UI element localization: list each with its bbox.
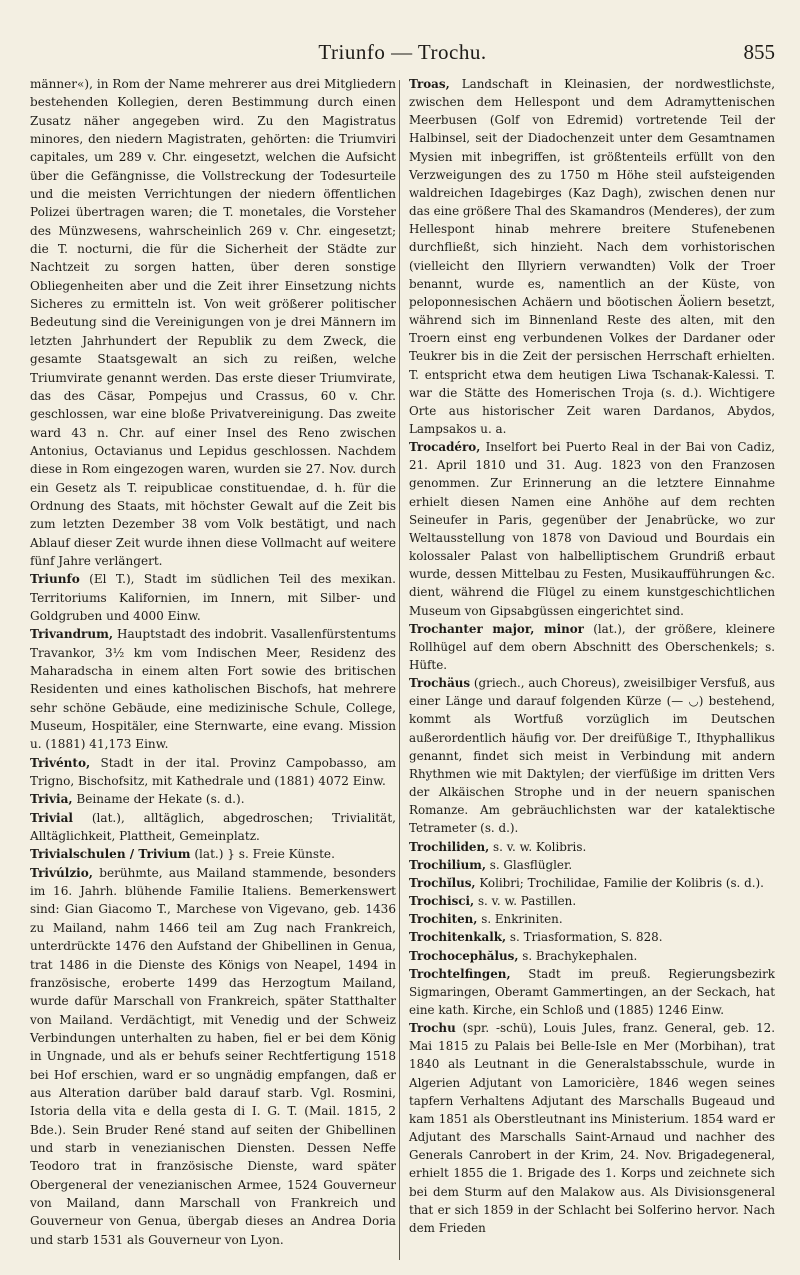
page-number: 855 xyxy=(743,40,775,64)
page-header xyxy=(30,40,775,70)
entry-text: Inselfort bei Puerto Real in der Bai von Cadiz, 21. April 1810 und 31. Aug. 1823 von den Franzosen genommen. Zur Erinnerung an die letztere Einnahme erhielt diesen Namen eine Anhöhe auf dem rechten Seineufer in Paris, gegenüber der Jenabrücke, wo zur Weltausstellung von 1878 von Davioud und Bourdais ein kolossaler Palast von halbelliptischem Grundriß erbaut wurde, dessen Mittelbau zu Festen, Musikaufführungen &c. dient, während die Flügel zu einem kunstgeschichtlichen Museum von Gipsabgüssen eingerichtet sind. xyxy=(409,440,775,618)
dictionary-entry xyxy=(30,75,396,570)
entry-text: (griech., auch Choreus), zweisilbiger Versfuß, aus einer Länge und darauf folgenden Kürze (— ◡) bestehend, kommt als Wortfuß vorzüglich im Deutschen außerordentlich häufig vor. Der dreifüßige T., Ithyphallikus genannt, findet sich meist in Verbindung mit andern Rhythmen wie mit Daktylen; der vierfüßige im dritten Vers der Alkäischen Strophe und in der neuern spanischen Romanze. Am gebräuchlichsten war der katalektische Tetrameter (s. d.). xyxy=(409,676,776,836)
entry-text: s. v. w. Kolibris. xyxy=(489,839,587,854)
entry-headword: Trochäus xyxy=(409,676,471,691)
entry-text: (spr. -schü), Louis Jules, franz. General, geb. 12. Mai 1815 zu Palais bei Belle-Isle en Mer (Morbihan), trat 1840 als Leutnant in die Generalstabsschule, wurde in Algerien Adjutant von Lamoricière, 1846 wegen seines tapfern Verhaltens Adjutant des Marschalls Bugeaud und kam 1851 als Oberstleutnant ins Ministerium. 1854 ward er Adjutant des Marschalls Saint-Arnaud und nachher des Generals Canrobert in der Krim, 24. Nov. Brigadegeneral, erhielt 1855 die 1. Brigade des 1. Korps und zeichnete sich bei dem Sturm auf den Malakow aus. Als Divisionsgeneral that er sich 1859 in der Schlacht bei Solferino hervor. Nach dem Frieden xyxy=(409,1021,775,1235)
entry-headword: Trivia, xyxy=(30,792,73,807)
dictionary-entry xyxy=(409,438,775,620)
dictionary-entry xyxy=(409,674,775,837)
dictionary-entry xyxy=(409,874,775,892)
running-title: Triunfo — Trochu. xyxy=(318,40,487,64)
entry-headword: Triunfo xyxy=(30,572,80,587)
left-column xyxy=(30,75,396,1249)
dictionary-entry xyxy=(30,625,396,753)
entry-text: (lat.), alltäglich, abgedroschen; Trivialität, Alltäglichkeit, Plattheit, Gemeinplatz. xyxy=(30,810,396,844)
entry-headword: Trochisci, xyxy=(409,894,475,909)
dictionary-entry xyxy=(409,620,775,674)
entry-text: (lat.), der größere, kleinere Rollhügel auf dem obern Abschnitt des Oberschenkels; s. Hüfte. xyxy=(409,621,775,672)
entry-text: Kolibri; Trochilidae, Familie der Kolibris (s. d.). xyxy=(475,875,764,890)
entry-headword: Trochilium, xyxy=(409,857,486,872)
entry-text: Stadt im preuß. Regierungsbezirk Sigmaringen, Oberamt Gammertingen, an der Seckach, hat eine kath. Kirche, ein Schloß und (1885) 1246 Einw. xyxy=(409,966,775,1017)
column-divider xyxy=(399,80,400,1260)
entry-headword: Trochĭlus, xyxy=(409,875,476,890)
entry-headword: Trivénto, xyxy=(30,755,91,770)
dictionary-entry xyxy=(409,75,775,438)
entry-headword: Trochiten, xyxy=(409,912,478,927)
right-column xyxy=(409,75,775,1237)
entry-headword: Trochiliden, xyxy=(409,839,490,854)
entry-headword: Trochtelfingen, xyxy=(409,966,511,981)
entry-text: Hauptstadt des indobrit. Vasallenfürstentums Travankor, 3½ km vom Indischen Meer, Residenz des Maharadscha in einem alten Fort sowie des britischen Residenten und eines katholischen Bischofs, hat mehrere sehr schöne Gebäude, eine medizinische Schule, College, Museum, Hospitäler, eine Sternwarte, eine evang. Mission u. (1881) 41,173 Einw. xyxy=(30,627,396,752)
entry-headword: Troas, xyxy=(409,77,450,91)
entry-text: s. Brachykephalen. xyxy=(518,948,638,963)
entry-headword: Trochocephălus, xyxy=(409,948,519,963)
entry-headword: Trivialschulen / Trivium xyxy=(30,847,191,862)
entry-text: s. Enkriniten. xyxy=(477,912,563,927)
entry-text: berühmte, aus Mailand stammende, besonders im 16. Jahrh. blühende Familie Italiens. Bemerkenswert sind: Gian Giacomo T., Marchese von Vigevano, geb. 1436 zu Mailand, nahm 1466 teil am Zug nach Frankreich, unterdrückte 1476 den Aufstand der Ghibellinen in Genua, trat 1486 in die Dienste des Königs von Neapel, 1494 in französische, eroberte 1499 das Herzogtum Mailand, wurde dafür Marschall von Frankreich, später Statthalter von Mailand. Verdächtigt, mit Venedig und der Schweiz Verbindungen unterhalten zu haben, fiel er bei dem König in Ungnade, und als er behufs seiner Rechtfertigung 1518 bei Hof erschien, ward er so ungnädig empfangen, daß er aus Alteration darüber bald darauf starb. Vgl. Rosmini, Istoria della vita e della gesta di I. G. T. (Mail. 1815, 2 Bde.). Sein Bruder René stand auf seiten der Ghibellinen und starb in venezianischen Diensten. Dessen Neffe Teodoro trat in französische Dienste, ward später Obergeneral der venezianischen Armee, 1524 Gouverneur von Mailand, dann Marschall von Frankreich und Gouverneur von Genua, übergab dieses an Andrea Doria und starb 1531 als Gouverneur von Lyon. xyxy=(30,865,396,1247)
entry-text: (lat.) } s. Freie Künste. xyxy=(190,847,335,862)
dictionary-entry xyxy=(409,892,775,910)
entry-headword: Trivúlzio, xyxy=(30,865,93,880)
entry-text: männer«), in Rom der Name mehrerer aus drei Mitgliedern bestehenden Kollegien, deren Bestimmung durch einen Zusatz näher angegeben wird. Zu den Magistratus minores, den niedern Magistraten, gehörten: die Triumviri capitales, um 289 v. Chr. eingesetzt, welchen die Aufsicht über die Gefängnisse, die Vollstreckung der Todesurteile und die meisten Verrichtungen der niedern öffentlichen Polizei übertragen waren; die T. monetales, die Vorsteher des Münzwesens, wahrscheinlich 269 v. Chr. eingesetzt; die T. nocturni, die für die Sicherheit der Städte zur Nachtzeit zu sorgen hatten, über deren sonstige Obliegenheiten aber und die Zeit ihrer Einsetzung nichts Sicheres zu ermitteln ist. Von weit größerer politischer Bedeutung sind die Vereinigungen von je drei Männern im letzten Jahrhundert der Republik zu dem Zweck, die gesamte Staatsgewalt an sich zu reißen, welche Triumvirate genannt werden. Das erste dieser Triumvirate, das des Cäsar, Pompejus und Crassus, 60 v. Chr. geschlossen, war eine bloße Privatvereinigung. Das zweite ward 43 n. Chr. auf einer Insel des Reno zwischen Antonius, Octavianus und Lepidus geschlossen. Nachdem diese in Rom eingezogen waren, wurden sie 27. Nov. durch ein Gesetz als T. reipublicae constituendae, d. h. für die Ordnung des Staats, mit höchster Gewalt auf die Zeit bis zum letzten Dezember 38 vom Volk bestätigt, und nach Ablauf dieser Zeit wurde ihnen diese Vollmacht auf weitere fünf Jahre verlängert. xyxy=(30,77,396,568)
entry-text: (El T.), Stadt im südlichen Teil des mexikan. Territoriums Kalifornien, im Innern, mit Silber- und Goldgruben und 4000 Einw. xyxy=(30,572,396,623)
dictionary-entry xyxy=(30,864,396,1249)
dictionary-entry xyxy=(409,856,775,874)
dictionary-entry xyxy=(409,910,775,928)
entry-headword: Trochitenkalk, xyxy=(409,930,507,945)
dictionary-entry xyxy=(30,790,396,808)
dictionary-entry xyxy=(30,809,396,846)
dictionary-entry xyxy=(30,754,396,791)
dictionary-entry xyxy=(409,928,775,946)
dictionary-entry xyxy=(409,965,775,1019)
dictionary-entry xyxy=(409,1019,775,1237)
entry-headword: Trivandrum, xyxy=(30,627,114,642)
entry-headword: Trocadéro, xyxy=(409,440,481,455)
entry-headword: Trochu xyxy=(409,1021,456,1036)
dictionary-entry xyxy=(30,570,396,625)
entry-headword: Trivial xyxy=(30,810,73,825)
entry-headword: Trochanter major, minor xyxy=(409,621,584,636)
dictionary-entry xyxy=(30,845,396,863)
entry-text: s. Glasflügler. xyxy=(485,857,573,872)
entry-text: s. Triasformation, S. 828. xyxy=(506,930,663,945)
entry-text: Stadt in der ital. Provinz Campobasso, am Trigno, Bischofsitz, mit Kathedrale und (1881) 4072 Einw. xyxy=(30,755,396,789)
entry-text: s. v. w. Pastillen. xyxy=(474,894,577,909)
dictionary-entry xyxy=(409,947,775,965)
entry-text: Landschaft in Kleinasien, der nordwestlichste, zwischen dem Hellespont und dem Adramyttenischen Meerbusen (Golf von Edremid) vortretende Teil der Halbinsel, seit der Diadochenzeit unter dem Gesamtnamen Mysien mit inbegriffen, ist größtenteils erfüllt von den Verzweigungen des zu 1750 m Höhe steil aufsteigenden waldreichen Idagebirges (Kaz Dagh), zwischen denen nur das eine größere Thal des Skamandros (Menderes), der zum Hellespont hinab mehrere breitere Stufenebenen durchfließt, sich hinzieht. Nach dem vorhistorischen (vielleicht den Illyriern verwandten) Volk der Troer benannt, wurde es, namentlich an der Küste, von peloponnesischen Achäern und böotischen Äoliern besetzt, während sich im Binnenland Reste des alten, mit den Troern einst eng verbundenen Volkes der Dardaner oder Teukrer bis in die Zeit der persischen Herrschaft erhielten. T. entspricht etwa dem heutigen Liwa Tschanak-Kalessi. T. war die Stätte des Homerischen Troja (s. d.). Wichtigere Orte aus historischer Zeit waren Dardanos, Abydos, Lampsakos u. a. xyxy=(409,77,775,436)
entry-text: Beiname der Hekate (s. d.). xyxy=(72,792,245,807)
dictionary-entry xyxy=(409,838,775,856)
